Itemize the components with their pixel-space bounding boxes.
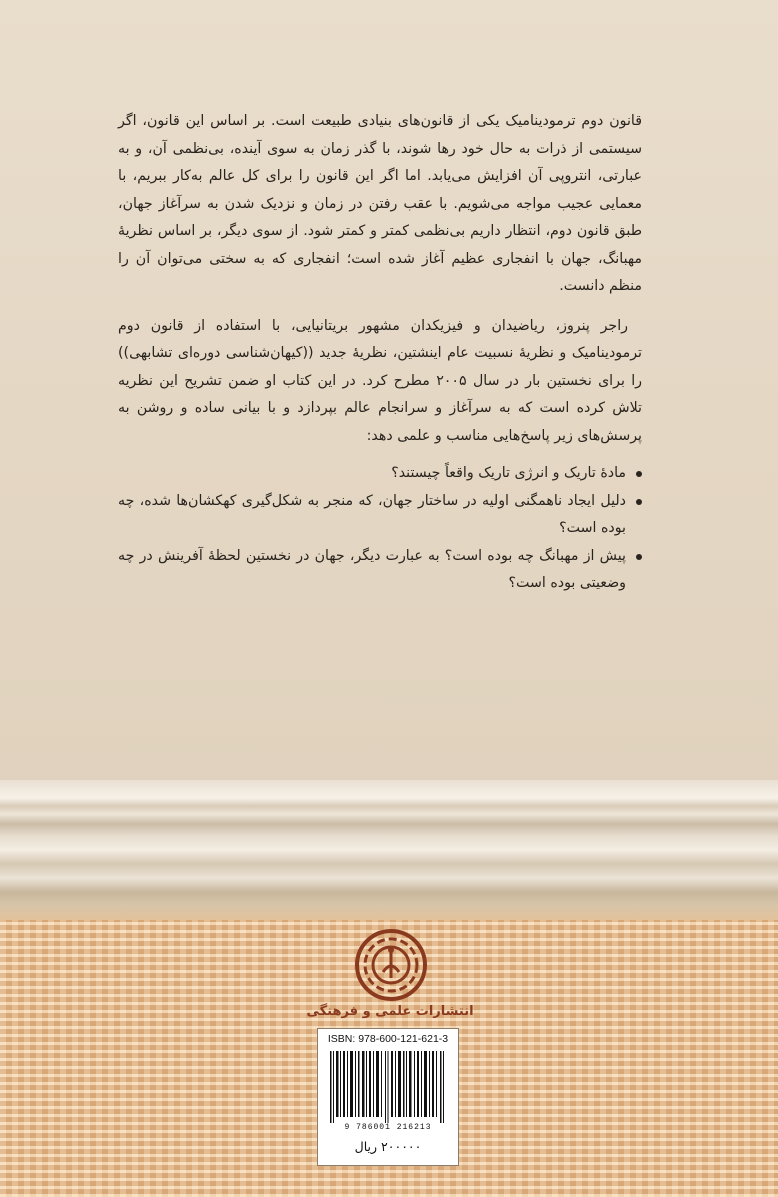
- barcode-digits: 9 786001 216213: [344, 1123, 432, 1132]
- bullet-icon: [636, 554, 642, 560]
- bullet-icon: [636, 499, 642, 505]
- question-text: مادهٔ تاریک و انرژی تاریک واقعاً چیستند؟: [391, 465, 626, 481]
- list-item: [118, 488, 642, 543]
- list-item: [118, 543, 642, 598]
- wall-molding-decoration: [0, 780, 778, 920]
- list-item: [118, 460, 642, 488]
- price-label: ۲۰۰۰۰۰ ریال: [354, 1139, 422, 1154]
- blurb-text: [118, 108, 642, 598]
- publisher-logo-icon: [354, 928, 428, 1002]
- bullet-icon: [636, 471, 642, 477]
- blurb-paragraph-1: قانون دوم ترمودینامیک یکی از قانون‌های بنیادی طبیعت است. بر اساس این قانون، اگر سیستمی از ذرات به حال خود رها شوند، با گذر زمان به سوی آینده، بی‌نظمی آن، و به عبارتی، انتروپی آن افزایش می‌یابد. اما اگر این قانون را برای کل عالم به‌کار ببریم، با معمایی عجیب مواجه می‌شویم. با عقب رفتن در زمان و نزدیک شدن به سرآغاز جهان، طبق قانون دوم، انتظار داریم بی‌نظمی کمتر و کمتر شود. از سوی دیگر، بر اساس نظریهٔ مهبانگ، جهان با انفجاری عظیم آغاز شده است؛ انفجاری که به سختی می‌توان آن را منظم دانست.: [118, 113, 642, 294]
- question-text: پیش از مهبانگ چه بوده است؟ به عبارت دیگر، جهان در نخستین لحظهٔ آفرینش در چه وضعیتی بوده است؟: [118, 547, 626, 591]
- barcode-icon: [328, 1051, 448, 1123]
- publisher-name: انتشارات علمی و فرهنگی: [306, 1004, 474, 1019]
- blurb-paragraph-2: راجر پنروز، ریاضیدان و فیزیکدان مشهور بریتانیایی، با استفاده از قانون دوم ترمودینامیک و نظریهٔ نسبیت عام اینشتین، نظریهٔ جدید ((کیهان‌شناسی دوره‌ای تشابهی)) را برای نخستین بار در سال ۲۰۰۵ مطرح کرد. در این کتاب او ضمن تشریح این نظریه تلاش کرده است که به سرآغاز و سرانجام عالم بپردازد و با بیانی ساده و روشن به پرسش‌های زیر پاسخ‌هایی مناسب و علمی دهد:: [118, 317, 642, 444]
- isbn-label: ISBN: 978-600-121-621-3: [327, 1033, 449, 1045]
- question-text: دلیل ایجاد ناهمگنی اولیه در ساختار جهان، که منجر به شکل‌گیری کهکشان‌ها شده، چه بوده است؟: [118, 492, 626, 536]
- question-list: [118, 460, 642, 598]
- barcode-sticker: [317, 1028, 459, 1166]
